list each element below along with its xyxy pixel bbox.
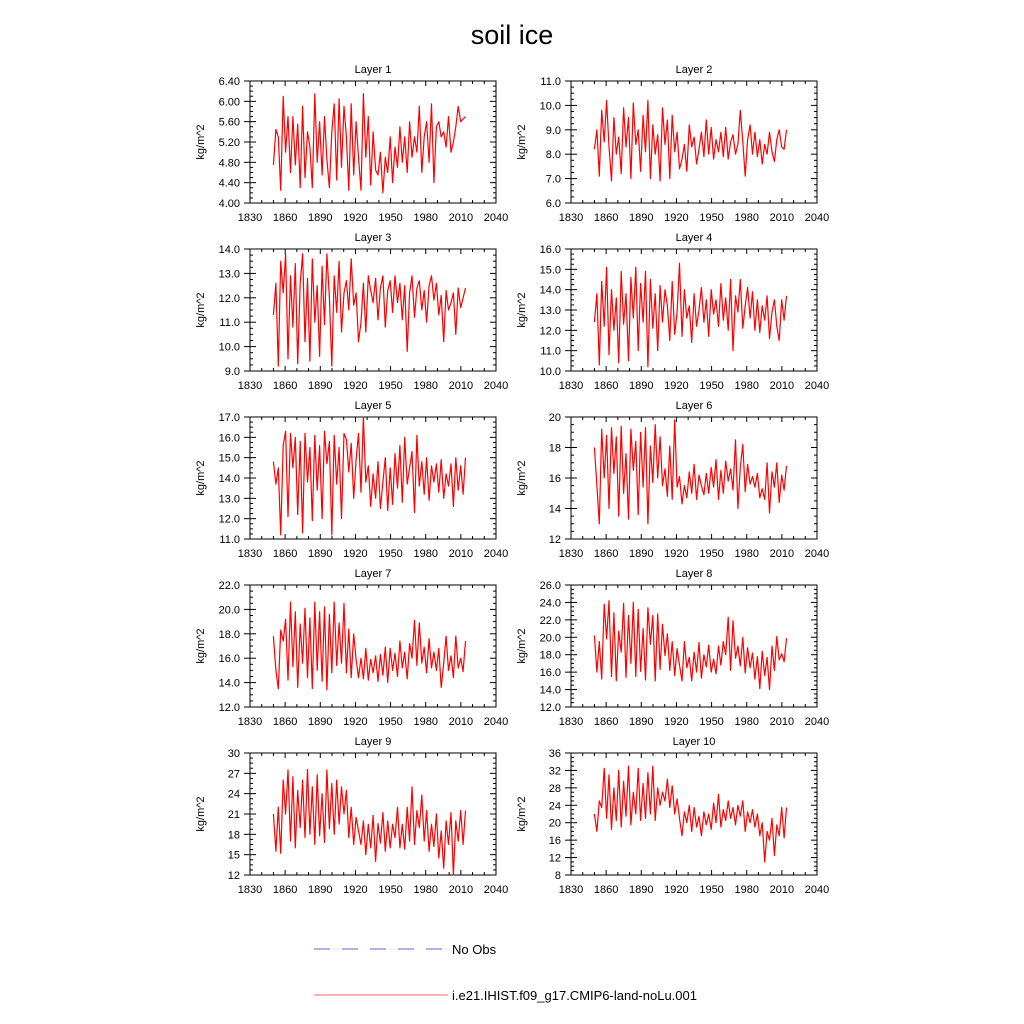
y-tick-label: 12.0 bbox=[218, 513, 240, 526]
x-tick-label: 2040 bbox=[804, 212, 830, 224]
panel-title: Layer 6 bbox=[675, 400, 713, 412]
y-tick-label: 15 bbox=[227, 849, 240, 862]
x-tick-label: 2010 bbox=[448, 380, 474, 392]
y-tick-label: 16.0 bbox=[218, 653, 240, 666]
x-tick-label: 1860 bbox=[272, 380, 298, 392]
x-tick-label: 2040 bbox=[483, 884, 509, 896]
x-tick-label: 1980 bbox=[413, 212, 438, 224]
x-tick-label: 1830 bbox=[237, 548, 263, 560]
panel-title: Layer 7 bbox=[354, 568, 392, 580]
x-tick-label: 1980 bbox=[413, 380, 438, 392]
x-tick-label: 1860 bbox=[593, 716, 619, 728]
y-axis-label: kg/m^2 bbox=[516, 796, 528, 832]
y-tick-label: 22.0 bbox=[539, 614, 561, 627]
x-tick-label: 2010 bbox=[448, 884, 474, 896]
chart-panel bbox=[516, 232, 829, 392]
x-tick-label: 1980 bbox=[413, 884, 438, 896]
x-tick-label: 2040 bbox=[483, 716, 509, 728]
chart-panel bbox=[516, 400, 829, 560]
x-tick-label: 2010 bbox=[448, 548, 474, 560]
y-tick-label: 14 bbox=[548, 503, 561, 516]
legend-label: i.e21.IHIST.f09_g17.CMIP6-land-noLu.001 bbox=[452, 988, 697, 1003]
y-tick-label: 13.0 bbox=[539, 305, 561, 317]
x-tick-label: 2010 bbox=[448, 212, 474, 224]
series-line bbox=[594, 101, 786, 182]
x-tick-label: 1980 bbox=[734, 380, 759, 392]
y-tick-label: 12 bbox=[548, 852, 561, 865]
y-tick-label: 15.0 bbox=[218, 452, 240, 465]
y-tick-label: 14.0 bbox=[539, 684, 561, 697]
y-tick-label: 20 bbox=[548, 817, 561, 830]
series-line bbox=[273, 94, 465, 193]
plot-frame bbox=[571, 585, 817, 707]
x-tick-label: 1920 bbox=[664, 884, 689, 896]
y-tick-label: 18.0 bbox=[218, 628, 240, 641]
x-tick-label: 1920 bbox=[343, 716, 368, 728]
x-tick-label: 1980 bbox=[734, 884, 759, 896]
x-tick-label: 1950 bbox=[378, 212, 403, 224]
x-tick-label: 1980 bbox=[413, 716, 438, 728]
x-tick-label: 1830 bbox=[558, 548, 584, 560]
y-tick-label: 13.0 bbox=[218, 268, 240, 281]
x-tick-label: 1920 bbox=[664, 716, 689, 728]
y-tick-label: 4.40 bbox=[218, 177, 240, 190]
x-tick-label: 1890 bbox=[308, 380, 333, 392]
plot-frame bbox=[250, 753, 496, 875]
x-tick-label: 1920 bbox=[343, 380, 368, 392]
x-tick-label: 1950 bbox=[699, 380, 724, 392]
y-tick-label: 20 bbox=[548, 412, 561, 424]
y-tick-label: 14.0 bbox=[218, 677, 240, 690]
series-line bbox=[594, 263, 786, 367]
chart-panel bbox=[516, 736, 829, 896]
x-tick-label: 1980 bbox=[734, 716, 759, 728]
x-tick-label: 2040 bbox=[483, 380, 509, 392]
panel-title: Layer 10 bbox=[672, 736, 716, 748]
legend-item-model-run bbox=[314, 988, 697, 1003]
x-tick-label: 2040 bbox=[804, 548, 830, 560]
x-tick-label: 1950 bbox=[699, 548, 724, 560]
x-tick-label: 1980 bbox=[734, 212, 759, 224]
x-tick-label: 1950 bbox=[378, 884, 403, 896]
x-tick-label: 1860 bbox=[272, 884, 298, 896]
x-tick-label: 1980 bbox=[734, 548, 759, 560]
y-tick-label: 24.0 bbox=[539, 597, 561, 610]
y-tick-label: 28 bbox=[548, 782, 561, 795]
y-tick-label: 12 bbox=[548, 534, 561, 546]
y-tick-label: 30 bbox=[227, 748, 240, 760]
panel-title: Layer 5 bbox=[354, 400, 392, 412]
y-tick-label: 21 bbox=[227, 809, 240, 821]
y-tick-label: 16.0 bbox=[218, 432, 240, 445]
y-tick-label: 12.0 bbox=[218, 292, 240, 305]
x-tick-label: 1830 bbox=[237, 380, 263, 392]
y-tick-label: 6.0 bbox=[545, 198, 561, 210]
chart-panel bbox=[516, 64, 829, 224]
x-tick-label: 2040 bbox=[804, 380, 830, 392]
x-tick-label: 2040 bbox=[804, 884, 830, 896]
series-line bbox=[273, 769, 465, 875]
y-tick-label: 8 bbox=[554, 870, 561, 882]
y-tick-label: 6.00 bbox=[218, 96, 240, 109]
x-tick-label: 1950 bbox=[699, 716, 724, 728]
x-tick-label: 1890 bbox=[308, 884, 333, 896]
y-axis-label: kg/m^2 bbox=[516, 292, 528, 328]
y-tick-label: 11.0 bbox=[540, 345, 561, 358]
legend-label: No Obs bbox=[452, 942, 497, 957]
y-tick-label: 12.0 bbox=[218, 702, 240, 714]
y-tick-label: 14.0 bbox=[218, 473, 240, 485]
x-tick-label: 1950 bbox=[378, 380, 403, 392]
x-tick-label: 1920 bbox=[664, 212, 689, 224]
y-tick-label: 5.60 bbox=[218, 116, 240, 129]
y-axis-label: kg/m^2 bbox=[195, 292, 207, 328]
x-tick-label: 1830 bbox=[237, 716, 263, 728]
y-tick-label: 5.20 bbox=[218, 137, 240, 149]
y-tick-label: 12.0 bbox=[539, 702, 561, 714]
y-tick-label: 11.0 bbox=[540, 76, 561, 88]
y-tick-label: 24 bbox=[227, 788, 240, 801]
chart-panel bbox=[195, 400, 508, 560]
x-tick-label: 1830 bbox=[558, 716, 584, 728]
y-axis-label: kg/m^2 bbox=[195, 460, 207, 496]
x-tick-label: 1950 bbox=[699, 212, 724, 224]
y-tick-label: 11.0 bbox=[219, 534, 240, 546]
series-line bbox=[273, 254, 465, 366]
y-tick-label: 9.0 bbox=[224, 366, 240, 378]
y-tick-label: 36 bbox=[548, 748, 561, 760]
y-tick-label: 16.0 bbox=[539, 244, 561, 256]
series-line bbox=[594, 766, 786, 862]
y-tick-label: 20.0 bbox=[218, 604, 240, 617]
y-axis-label: kg/m^2 bbox=[195, 628, 207, 664]
panel-title: Layer 4 bbox=[675, 232, 713, 244]
series-line bbox=[594, 420, 786, 524]
x-tick-label: 1890 bbox=[308, 716, 333, 728]
x-tick-label: 2010 bbox=[769, 548, 795, 560]
y-tick-label: 16 bbox=[548, 835, 561, 848]
y-tick-label: 26.0 bbox=[539, 580, 561, 592]
legend-item-no-obs bbox=[314, 942, 497, 957]
y-tick-label: 17.0 bbox=[218, 412, 240, 424]
x-tick-label: 2010 bbox=[769, 380, 795, 392]
chart-panel bbox=[195, 736, 508, 896]
x-tick-label: 1860 bbox=[593, 212, 619, 224]
y-axis-label: kg/m^2 bbox=[516, 124, 528, 160]
series-line bbox=[273, 417, 465, 535]
y-tick-label: 13.0 bbox=[218, 493, 240, 506]
x-tick-label: 1920 bbox=[343, 212, 368, 224]
y-tick-label: 18 bbox=[548, 442, 561, 455]
x-tick-label: 2010 bbox=[769, 716, 795, 728]
panel-title: Layer 3 bbox=[354, 232, 392, 244]
x-tick-label: 1860 bbox=[272, 716, 298, 728]
chart-title: soil ice bbox=[470, 20, 554, 50]
x-tick-label: 2040 bbox=[483, 212, 509, 224]
chart-panel bbox=[195, 568, 508, 728]
x-tick-label: 1860 bbox=[593, 548, 619, 560]
y-tick-label: 10.0 bbox=[539, 100, 561, 113]
y-axis-label: kg/m^2 bbox=[516, 628, 528, 664]
y-tick-label: 22.0 bbox=[218, 580, 240, 592]
y-tick-label: 7.0 bbox=[545, 173, 561, 186]
x-tick-label: 1920 bbox=[343, 548, 368, 560]
x-tick-label: 1890 bbox=[629, 380, 654, 392]
y-tick-label: 18.0 bbox=[539, 649, 561, 662]
panel-title: Layer 9 bbox=[354, 736, 392, 748]
y-tick-label: 16 bbox=[548, 473, 561, 485]
x-tick-label: 1830 bbox=[558, 380, 584, 392]
x-tick-label: 1890 bbox=[308, 548, 333, 560]
series-line bbox=[273, 602, 465, 690]
chart-panels bbox=[195, 64, 829, 896]
x-tick-label: 1920 bbox=[343, 884, 368, 896]
x-tick-label: 1920 bbox=[664, 380, 689, 392]
y-tick-label: 4.80 bbox=[218, 157, 240, 170]
y-tick-label: 12 bbox=[227, 870, 240, 882]
x-tick-label: 1860 bbox=[272, 212, 298, 224]
panel-title: Layer 1 bbox=[354, 64, 392, 76]
y-tick-label: 14.0 bbox=[218, 244, 240, 256]
x-tick-label: 2010 bbox=[448, 716, 474, 728]
x-tick-label: 1950 bbox=[378, 548, 403, 560]
y-tick-label: 8.0 bbox=[545, 149, 561, 162]
x-tick-label: 1860 bbox=[593, 884, 619, 896]
y-axis-label: kg/m^2 bbox=[516, 460, 528, 496]
y-tick-label: 12.0 bbox=[539, 325, 561, 338]
y-tick-label: 11.0 bbox=[219, 317, 240, 330]
x-tick-label: 2040 bbox=[804, 716, 830, 728]
x-tick-label: 1980 bbox=[413, 548, 438, 560]
x-tick-label: 1920 bbox=[664, 548, 689, 560]
legend bbox=[314, 942, 697, 1003]
x-tick-label: 1830 bbox=[237, 212, 263, 224]
y-tick-label: 9.0 bbox=[545, 124, 561, 137]
y-tick-label: 10.0 bbox=[218, 341, 240, 354]
series-line bbox=[594, 601, 786, 690]
x-tick-label: 1860 bbox=[272, 548, 298, 560]
y-tick-label: 16.0 bbox=[539, 667, 561, 680]
chart-panel bbox=[516, 568, 829, 728]
y-tick-label: 10.0 bbox=[539, 366, 561, 378]
y-tick-label: 18 bbox=[227, 829, 240, 842]
y-tick-label: 15.0 bbox=[539, 264, 561, 277]
chart-panel bbox=[195, 232, 508, 392]
x-tick-label: 1890 bbox=[629, 212, 654, 224]
y-tick-label: 32 bbox=[548, 765, 561, 778]
y-axis-label: kg/m^2 bbox=[195, 796, 207, 832]
y-tick-label: 27 bbox=[227, 768, 240, 781]
x-tick-label: 2010 bbox=[769, 884, 795, 896]
chart-panel bbox=[195, 64, 508, 224]
x-tick-label: 1890 bbox=[629, 716, 654, 728]
x-tick-label: 1830 bbox=[558, 884, 584, 896]
panel-title: Layer 8 bbox=[675, 568, 713, 580]
y-tick-label: 4.00 bbox=[218, 198, 240, 210]
y-tick-label: 24 bbox=[548, 800, 561, 813]
x-tick-label: 2010 bbox=[769, 212, 795, 224]
y-tick-label: 20.0 bbox=[539, 632, 561, 645]
y-tick-label: 6.40 bbox=[218, 76, 240, 88]
y-axis-label: kg/m^2 bbox=[195, 124, 207, 160]
x-tick-label: 1890 bbox=[629, 548, 654, 560]
x-tick-label: 1860 bbox=[593, 380, 619, 392]
x-tick-label: 1890 bbox=[629, 884, 654, 896]
x-tick-label: 1950 bbox=[699, 884, 724, 896]
y-tick-label: 14.0 bbox=[539, 284, 561, 297]
x-tick-label: 1950 bbox=[378, 716, 403, 728]
x-tick-label: 1830 bbox=[558, 212, 584, 224]
x-tick-label: 2040 bbox=[483, 548, 509, 560]
x-tick-label: 1890 bbox=[308, 212, 333, 224]
panel-title: Layer 2 bbox=[675, 64, 713, 76]
x-tick-label: 1830 bbox=[237, 884, 263, 896]
